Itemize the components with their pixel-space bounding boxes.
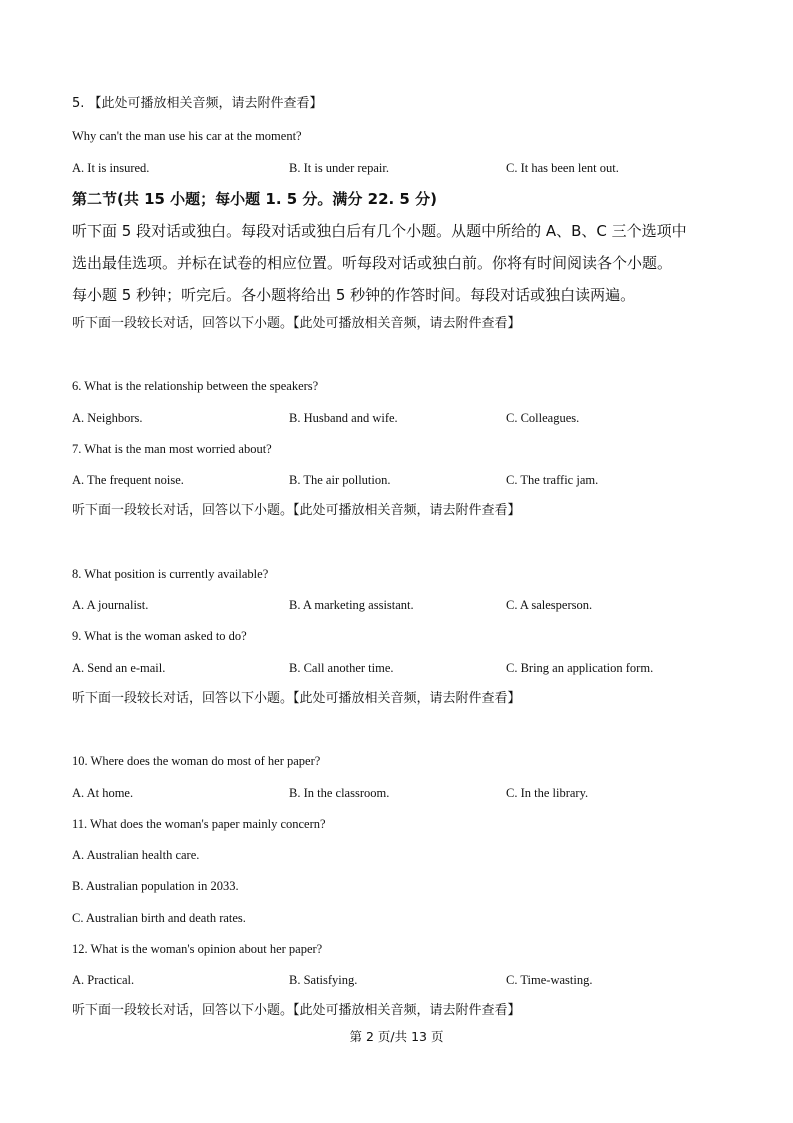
q12-option-a: A. Practical. [72, 973, 135, 987]
q8-option-b: B. A marketing assistant. [289, 598, 414, 612]
q7-option-c: C. The traffic jam. [506, 473, 599, 487]
q6-option-b: B. Husband and wife. [289, 411, 398, 425]
section2-instruction-2: 选出最佳选项。并标在试卷的相应位置。听每段对话或独白前。你将有时间阅读各个小题。 [72, 254, 673, 272]
q11-option-a: A. Australian health care. [72, 848, 200, 862]
q8-question: 8. What position is currently available? [72, 567, 269, 581]
q12-option-c: C. Time-wasting. [506, 973, 593, 987]
q5-option-b: B. It is under repair. [289, 161, 389, 175]
q10-option-b: B. In the classroom. [289, 786, 390, 800]
q6-option-a: A. Neighbors. [72, 411, 143, 425]
q11-question: 11. What does the woman's paper mainly concern? [72, 817, 326, 831]
q5-option-c: C. It has been lent out. [506, 161, 619, 175]
listening-prompt-2: 听下面一段较长对话，回答以下小题。【此处可播放相关音频，请去附件查看】 [72, 503, 521, 518]
q10-option-a: A. At home. [72, 786, 134, 800]
listening-prompt-4: 听下面一段较长对话，回答以下小题。【此处可播放相关音频，请去附件查看】 [72, 1003, 521, 1018]
q6-question: 6. What is the relationship between the speakers? [72, 379, 319, 393]
q7-option-b: B. The air pollution. [289, 473, 391, 487]
q7-question: 7. What is the man most worried about? [72, 442, 272, 456]
listening-prompt-3: 听下面一段较长对话，回答以下小题。【此处可播放相关音频，请去附件查看】 [72, 691, 521, 706]
q9-question: 9. What is the woman asked to do? [72, 629, 247, 643]
q10-question: 10. Where does the woman do most of her paper? [72, 754, 321, 768]
section2-instruction-3: 每小题 5 秒钟；听完后。各小题将给出 5 秒钟的作答时间。每段对话或独白读两遍。 [72, 286, 636, 304]
q5-question: Why can't the man use his car at the moment? [72, 129, 302, 143]
q12-question: 12. What is the woman's opinion about her paper? [72, 942, 323, 956]
section2-instruction-1: 听下面 5 段对话或独白。每段对话或独白后有几个小题。从题中所给的 A、B、C 三个选项中 [72, 222, 687, 240]
q9-option-c: C. Bring an application form. [506, 661, 654, 675]
q5-option-a: A. It is insured. [72, 161, 150, 175]
q7-option-a: A. The frequent noise. [72, 473, 184, 487]
q9-option-a: A. Send an e-mail. [72, 661, 166, 675]
q8-option-a: A. A journalist. [72, 598, 149, 612]
page-number-footer: 第 2 页/共 13 页 [349, 1029, 444, 1044]
q8-option-c: C. A salesperson. [506, 598, 593, 612]
q11-option-c: C. Australian birth and death rates. [72, 911, 246, 925]
q6-option-c: C. Colleagues. [506, 411, 580, 425]
q12-option-b: B. Satisfying. [289, 973, 358, 987]
q11-option-b: B. Australian population in 2033. [72, 879, 239, 893]
q5-header: 5. 【此处可播放相关音频，请去附件查看】 [72, 96, 323, 111]
q9-option-b: B. Call another time. [289, 661, 394, 675]
q10-option-c: C. In the library. [506, 786, 589, 800]
section2-title: 第二节(共 15 小题；每小题 1. 5 分。满分 22. 5 分) [72, 190, 437, 208]
listening-prompt-1: 听下面一段较长对话，回答以下小题。【此处可播放相关音频，请去附件查看】 [72, 316, 521, 331]
